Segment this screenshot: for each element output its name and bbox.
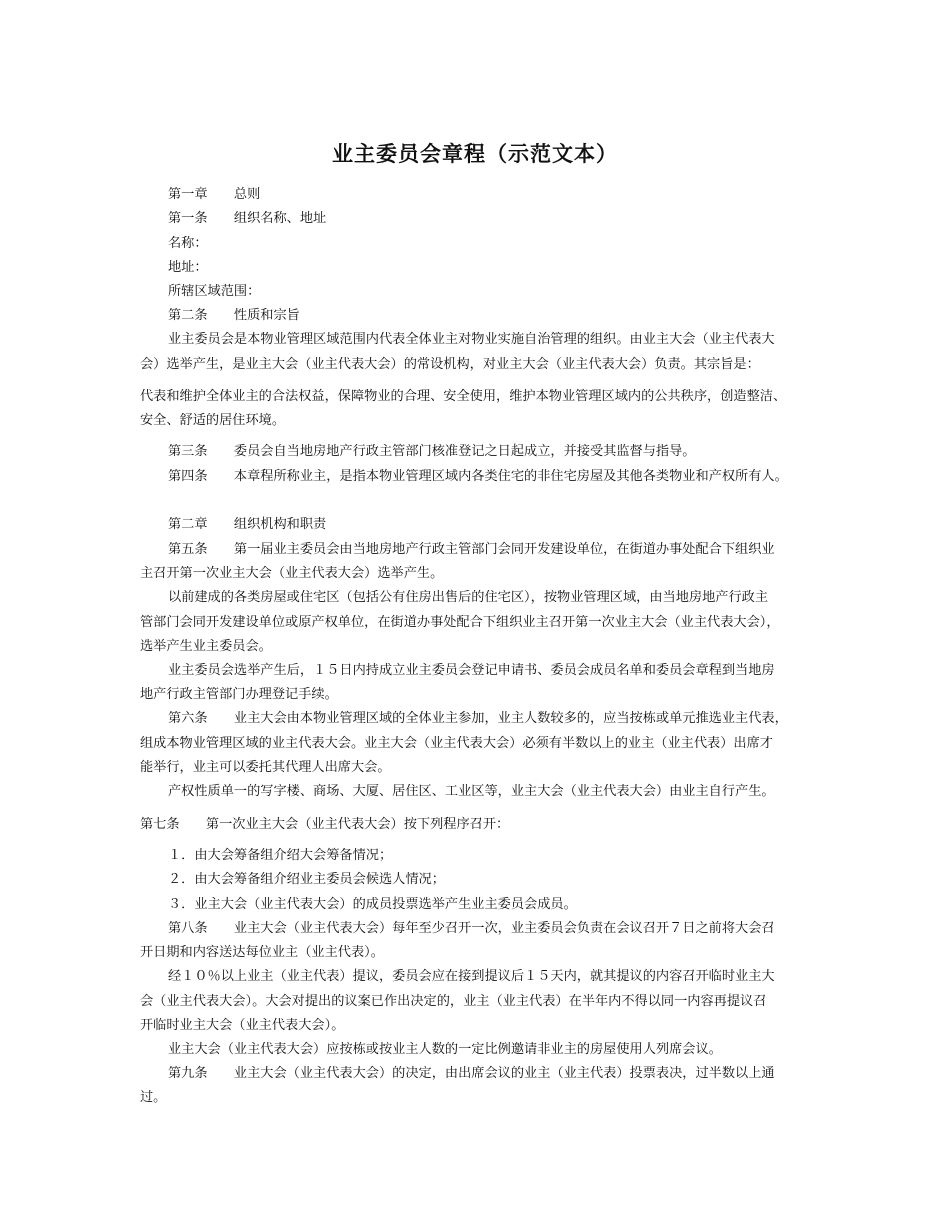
list-item: １．由大会筹备组介绍大会筹备情况； [168,848,393,863]
paragraph-line: 开临时业主大会（业主代表大会）。 [140,1018,345,1033]
paragraph-line: 开日期和内容送达每位业主（业主代表）。 [140,945,384,960]
form-label-name: 名称： [168,236,208,251]
paragraph-line: 管部门会同开发建设单位或原产权单位，在街道办事处配合下组织业主召开第一次业主大会（业主代表大会）， [140,615,780,630]
list-item: ２．由大会筹备组介绍业主委员会候选人情况； [168,872,445,887]
paragraph-line: 安全、舒适的居住环境。 [140,413,286,428]
paragraph-line: 以前建成的各类房屋或住宅区（包括公有住房出售后的住宅区），按物业管理区域，由当地房地产行政主 [168,590,769,605]
list-item: ３．业主大会（业主代表大会）的成员投票选举产生业主委员会成员。 [168,897,577,912]
paragraph-line: 组成本物业管理区域的业主代表大会。业主大会（业主代表大会）必须有半数以上的业主（业主代表）出席才 [140,736,773,751]
paragraph-line: 业主委员会选举产生后，１５日内持成立业主委员会登记申请书、委员会成员名单和委员会章程到当地房 [168,663,775,678]
paragraph-line: 过。 [140,1090,167,1105]
document-title: 业主委员会章程（示范文本） [332,142,618,166]
paragraph-line: 经１０％以上业主（业主代表）提议，委员会应在接到提议后１５天内，就其提议的内容召开临时业主大 [168,969,775,984]
form-label-address: 地址： [168,260,208,275]
article-paragraph: 第七条 第一次业主大会（业主代表大会）按下列程序召开： [140,817,510,832]
article-paragraph: 第六条 业主大会由本物业管理区域的全体业主参加，业主人数较多的，应当按栋或单元推选业主代表， [168,711,788,726]
paragraph-line: 地产行政主管部门办理登记手续。 [140,687,338,702]
paragraph-line: 产权性质单一的写字楼、商场、大厦、居住区、工业区等，业主大会（业主代表大会）由业主自行产生。 [168,784,775,799]
article-paragraph: 第九条 业主大会（业主代表大会）的决定，由出席会议的业主（业主代表）投票表决，过半数以上通 [168,1066,775,1081]
paragraph-line: 业主委员会是本物业管理区域范围内代表全体业主对物业实施自治管理的组织。由业主大会（业主代表大 [168,332,775,347]
paragraph-line: 会（业主代表大会）。大会对提出的议案已作出决定的，业主（业主代表）在半年内不得以同一内容再提议召 [140,994,767,1009]
article-heading: 第一条 组织名称、地址 [168,211,327,226]
article-paragraph: 第四条 本章程所称业主，是指本物业管理区域内各类住宅的非住宅房屋及其他各类物业和产权所有人。 [168,469,788,484]
paragraph-line: 代表和维护全体业主的合法权益，保障物业的合理、安全使用，维护本物业管理区域内的公共秩序，创造整洁、 [140,389,787,404]
form-label-area: 所辖区域范围： [168,284,261,299]
paragraph-line: 会）选举产生，是业主大会（业主代表大会）的常设机构，对业主大会（业主代表大会）负责。其宗旨是： [140,357,760,372]
article-paragraph: 第八条 业主大会（业主代表大会）每年至少召开一次，业主委员会负责在会议召开７日之前将大会召 [168,921,775,936]
article-paragraph: 第五条 第一届业主委员会由当地房地产行政主管部门会同开发建设单位，在街道办事处配合下组织业 [168,542,775,557]
chapter-heading: 第一章 总则 [168,187,261,202]
paragraph-line: 选举产生业主委员会。 [140,639,272,654]
article-heading: 第二条 性质和宗旨 [168,308,300,323]
paragraph-line: 主召开第一次业主大会（业主代表大会）选举产生。 [140,566,444,581]
paragraph-line: 能举行，业主可以委托其代理人出席大会。 [140,760,391,775]
chapter-heading: 第二章 组织机构和职责 [168,517,327,532]
article-paragraph: 第三条 委员会自当地房地产行政主管部门核准登记之日起成立，并接受其监督与指导。 [168,444,696,459]
paragraph-line: 业主大会（业主代表大会）应按栋或按业主人数的一定比例邀请非业主的房屋使用人列席会议。 [168,1042,722,1057]
